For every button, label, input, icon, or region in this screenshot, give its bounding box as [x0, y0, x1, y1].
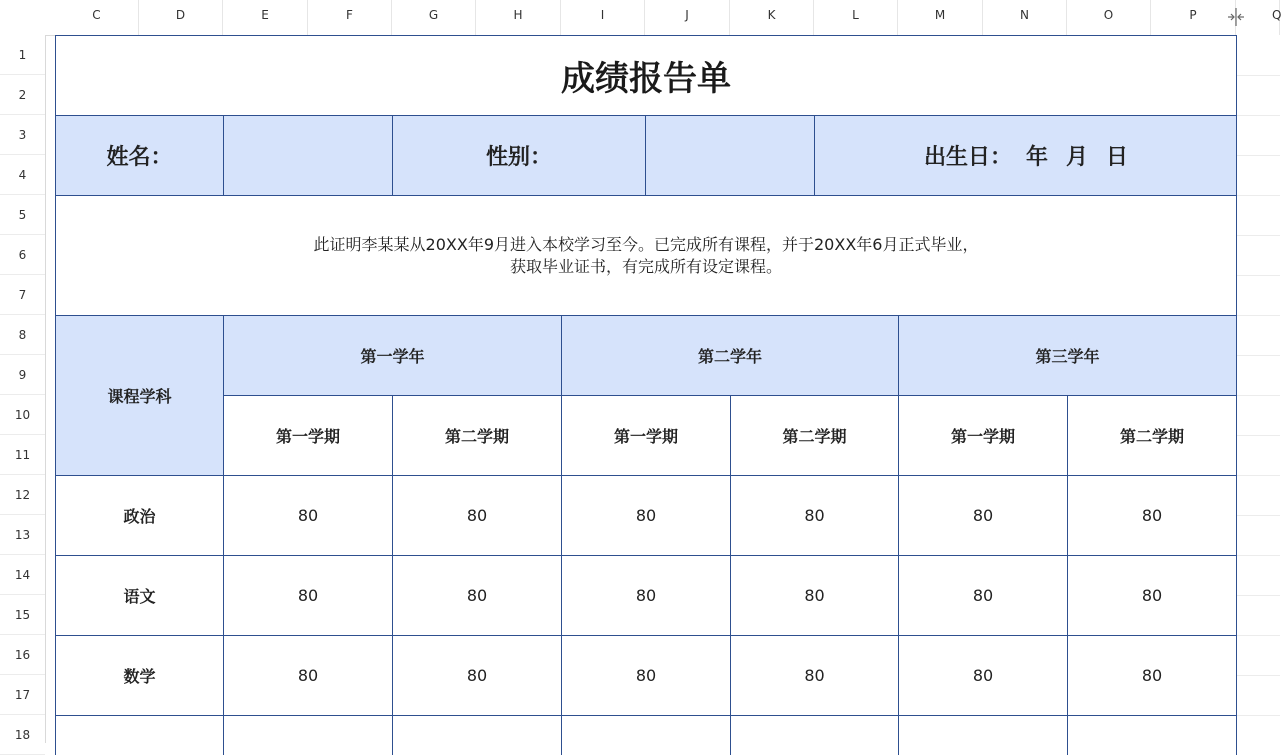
score-cell[interactable]	[561, 715, 731, 755]
row-header-7[interactable]: 7	[0, 275, 45, 315]
year-2-header[interactable]: 第二学年	[561, 315, 899, 396]
certificate-text-cell[interactable]	[55, 195, 1237, 316]
score-cell[interactable]: 80	[561, 555, 731, 636]
column-header-l[interactable]: L	[814, 0, 898, 35]
birth-label: 出生日：	[923, 145, 1012, 170]
score-cell[interactable]: 80	[392, 635, 562, 716]
score-cell[interactable]: 80	[1067, 635, 1237, 716]
column-header-d[interactable]: D	[139, 0, 223, 35]
term-header[interactable]: 第二学期	[392, 395, 562, 476]
row-header-14[interactable]: 14	[0, 555, 45, 595]
year-1-header[interactable]: 第一学年	[223, 315, 562, 396]
column-header-h[interactable]: H	[476, 0, 561, 35]
column-header-j[interactable]: J	[645, 0, 730, 35]
name-value-cell[interactable]	[223, 115, 393, 196]
freeze-columns-icon[interactable]	[1226, 6, 1246, 28]
certificate-line-2: 获取毕业证书，有完成所有设定课程。	[509, 256, 782, 276]
certificate-line-1: 此证明李某某从20XX年9月进入本校学习至今。已完成所有课程，并于20XX年6月正式毕业，	[313, 234, 979, 254]
birth-day-label: 日	[1105, 145, 1128, 170]
score-cell[interactable]	[223, 715, 393, 755]
row-header-18[interactable]: 18	[0, 715, 45, 755]
grid-line	[1236, 435, 1280, 436]
score-cell[interactable]: 80	[223, 555, 393, 636]
grid-line	[1236, 235, 1280, 236]
row-header-2[interactable]: 2	[0, 75, 45, 115]
birth-year-label: 年	[1025, 145, 1048, 170]
score-cell[interactable]	[898, 715, 1068, 755]
grid-line	[1236, 475, 1280, 476]
column-header-bar	[0, 0, 1280, 36]
column-header-g[interactable]: G	[392, 0, 476, 35]
row-header-16[interactable]: 16	[0, 635, 45, 675]
term-header[interactable]: 第二学期	[1067, 395, 1237, 476]
subject-name-cell[interactable]: 政治	[55, 475, 224, 556]
score-cell[interactable]: 80	[1067, 475, 1237, 556]
score-cell[interactable]: 80	[730, 475, 899, 556]
row-header-10[interactable]: 10	[0, 395, 45, 435]
row-header-5[interactable]: 5	[0, 195, 45, 235]
grid-line	[1236, 595, 1280, 596]
term-header[interactable]: 第一学期	[223, 395, 393, 476]
grid-line	[1236, 555, 1280, 556]
column-header-q[interactable]: Q	[1236, 0, 1280, 35]
subject-header-cell[interactable]: 课程学科	[55, 315, 224, 476]
subject-name-cell[interactable]: 语文	[55, 555, 224, 636]
report-title[interactable]: 成绩报告单	[55, 35, 1237, 116]
score-cell[interactable]: 80	[898, 555, 1068, 636]
column-header-k[interactable]: K	[730, 0, 814, 35]
row-header-8[interactable]: 8	[0, 315, 45, 355]
gender-value-cell[interactable]	[645, 115, 815, 196]
column-header-i[interactable]: I	[561, 0, 645, 35]
row-header-17[interactable]: 17	[0, 675, 45, 715]
score-cell[interactable]: 80	[223, 475, 393, 556]
grid-line	[1236, 635, 1280, 636]
column-header-n[interactable]: N	[983, 0, 1067, 35]
grid-line	[1236, 355, 1280, 356]
grid-line	[1236, 155, 1280, 156]
grid-line	[1236, 275, 1280, 276]
column-header-e[interactable]: E	[223, 0, 308, 35]
subject-name-cell[interactable]	[55, 715, 224, 755]
score-cell[interactable]: 80	[392, 475, 562, 556]
score-cell[interactable]: 80	[1067, 555, 1237, 636]
name-label-cell[interactable]: 姓名：	[55, 115, 224, 196]
birth-month-label: 月	[1065, 145, 1088, 170]
row-header-6[interactable]: 6	[0, 235, 45, 275]
column-header-p[interactable]: P	[1151, 0, 1236, 35]
score-cell[interactable]: 80	[561, 635, 731, 716]
term-header[interactable]: 第二学期	[730, 395, 899, 476]
grid-line	[1236, 115, 1280, 116]
year-3-header[interactable]: 第三学年	[898, 315, 1237, 396]
score-cell[interactable]	[1067, 715, 1237, 755]
grid-line	[1236, 715, 1280, 716]
score-cell[interactable]: 80	[898, 635, 1068, 716]
row-header-3[interactable]: 3	[0, 115, 45, 155]
score-cell[interactable]: 80	[730, 555, 899, 636]
term-header[interactable]: 第一学期	[561, 395, 731, 476]
subject-name-cell[interactable]: 数学	[55, 635, 224, 716]
gender-label-cell[interactable]: 性别：	[392, 115, 646, 196]
column-header-o[interactable]: O	[1067, 0, 1151, 35]
grid-line	[1236, 515, 1280, 516]
column-header-c[interactable]: C	[55, 0, 139, 35]
row-header-4[interactable]: 4	[0, 155, 45, 195]
grid-line	[1236, 675, 1280, 676]
score-cell[interactable]: 80	[392, 555, 562, 636]
birth-cell[interactable]	[814, 115, 1237, 196]
row-header-bar	[0, 35, 46, 743]
score-cell[interactable]	[392, 715, 562, 755]
row-header-9[interactable]: 9	[0, 355, 45, 395]
score-cell[interactable]: 80	[561, 475, 731, 556]
grid-line	[1236, 315, 1280, 316]
row-header-13[interactable]: 13	[0, 515, 45, 555]
score-cell[interactable]: 80	[223, 635, 393, 716]
score-cell[interactable]	[730, 715, 899, 755]
row-header-1[interactable]: 1	[0, 35, 45, 75]
column-header-f[interactable]: F	[308, 0, 392, 35]
grid-line	[1236, 75, 1280, 76]
score-cell[interactable]: 80	[730, 635, 899, 716]
row-header-12[interactable]: 12	[0, 475, 45, 515]
column-header-m[interactable]: M	[898, 0, 983, 35]
empty-grid-area[interactable]	[1236, 35, 1280, 743]
grid-line	[1236, 395, 1280, 396]
row-header-15[interactable]: 15	[0, 595, 45, 635]
term-header[interactable]: 第一学期	[898, 395, 1068, 476]
score-cell[interactable]: 80	[898, 475, 1068, 556]
grid-line	[1236, 195, 1280, 196]
row-header-11[interactable]: 11	[0, 435, 45, 475]
